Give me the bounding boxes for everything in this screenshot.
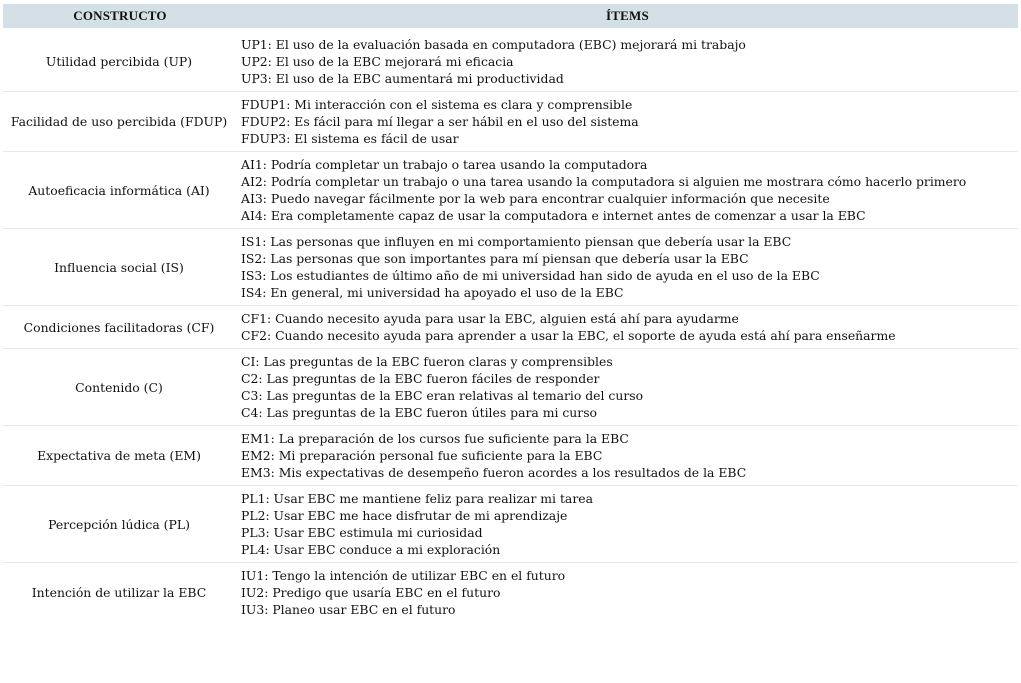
item-text: IU1: Tengo la intención de utilizar EBC en el futuro <box>241 568 566 583</box>
construct-cell: Intención de utilizar la EBC <box>31 585 207 600</box>
item-text: IU2: Predigo que usaría EBC en el futuro <box>241 585 501 600</box>
item-text: UP1: El uso de la evaluación basada en computadora (EBC) mejorará mi trabajo <box>241 37 746 52</box>
items-cell <box>237 156 1018 224</box>
item-text: EM1: La preparación de los cursos fue suficiente para la EBC <box>241 431 629 446</box>
item-text: IS3: Los estudiantes de último año de mi universidad han sido de ayuda en el uso de la EBC <box>241 268 820 283</box>
item-text: C2: Las preguntas de la EBC fueron fáciles de responder <box>241 371 600 386</box>
table-row <box>3 92 1018 152</box>
item-text: AI4: Era completamente capaz de usar la computadora e internet antes de comenzar a usar la EBC <box>241 208 866 223</box>
items-cell <box>237 430 1018 481</box>
construct-cell: Expectativa de meta (EM) <box>37 448 201 463</box>
item-text: UP2: El uso de la EBC mejorará mi eficacia <box>241 54 514 69</box>
item-text: PL3: Usar EBC estimula mi curiosidad <box>241 525 483 540</box>
item-text: AI2: Podría completar un trabajo o una tarea usando la computadora si alguien me mostrara cómo hacerlo primero <box>241 174 967 189</box>
table-row <box>3 486 1018 563</box>
construct-cell: Influencia social (IS) <box>54 259 184 275</box>
item-text: PL4: Usar EBC conduce a mi exploración <box>241 542 501 557</box>
item-text: CI: Las preguntas de la EBC fueron claras y comprensibles <box>241 354 613 369</box>
table-row <box>3 229 1018 306</box>
table-header <box>3 4 1018 28</box>
construct-cell: Contenido (C) <box>75 379 163 395</box>
items-cell <box>237 567 1018 618</box>
items-cell <box>237 490 1018 558</box>
item-text: C4: Las preguntas de la EBC fueron útiles para mi curso <box>241 405 598 420</box>
table-body <box>3 36 1018 622</box>
table-row <box>3 349 1018 426</box>
items-cell <box>237 353 1018 421</box>
item-text: PL2: Usar EBC me hace disfrutar de mi aprendizaje <box>241 508 568 523</box>
item-text: IS2: Las personas que son importantes para mí piensan que debería usar la EBC <box>241 251 749 266</box>
construct-cell: Facilidad de uso percibida (FDUP) <box>10 114 228 129</box>
items-cell <box>237 233 1018 301</box>
item-text: CF1: Cuando necesito ayuda para usar la EBC, alguien está ahí para ayudarme <box>241 311 739 326</box>
item-text: FDUP3: El sistema es fácil de usar <box>241 131 459 146</box>
constructs-table <box>3 4 1018 622</box>
item-text: FDUP1: Mi interacción con el sistema es clara y comprensible <box>241 97 633 112</box>
items-cell <box>237 96 1018 147</box>
item-text: IS4: En general, mi universidad ha apoyado el uso de la EBC <box>241 285 624 300</box>
item-text: IU3: Planeo usar EBC en el futuro <box>241 602 456 617</box>
item-text: AI1: Podría completar un trabajo o tarea usando la computadora <box>241 157 648 172</box>
item-text: CF2: Cuando necesito ayuda para aprender a usar la EBC, el soporte de ayuda está ahí para enseñarme <box>241 328 896 343</box>
construct-cell: Percepción lúdica (PL) <box>48 516 190 532</box>
table-row <box>3 426 1018 486</box>
items-cell <box>237 36 1018 87</box>
header-construct: CONSTRUCTO <box>73 8 167 23</box>
table-row <box>3 152 1018 229</box>
item-text: EM2: Mi preparación personal fue suficiente para la EBC <box>241 448 603 463</box>
construct-cell: Utilidad percibida (UP) <box>45 54 193 69</box>
table-row <box>3 563 1018 622</box>
construct-cell: Autoeficacia informática (AI) <box>28 182 210 198</box>
construct-cell: Condiciones facilitadoras (CF) <box>23 319 215 335</box>
item-text: EM3: Mis expectativas de desempeño fueron acordes a los resultados de la EBC <box>241 465 747 480</box>
item-text: PL1: Usar EBC me mantiene feliz para realizar mi tarea <box>241 491 593 506</box>
item-text: FDUP2: Es fácil para mí llegar a ser hábil en el uso del sistema <box>241 114 639 129</box>
table-row <box>3 306 1018 349</box>
item-text: C3: Las preguntas de la EBC eran relativas al temario del curso <box>241 388 644 403</box>
item-text: IS1: Las personas que influyen en mi comportamiento piensan que debería usar la EBC <box>241 234 792 249</box>
header-items: ÍTEMS <box>606 8 649 23</box>
item-text: UP3: El uso de la EBC aumentará mi productividad <box>241 71 564 86</box>
item-text: AI3: Puedo navegar fácilmente por la web para encontrar cualquier información que necesite <box>241 191 830 206</box>
items-cell <box>237 310 1018 344</box>
table-row <box>3 36 1018 92</box>
